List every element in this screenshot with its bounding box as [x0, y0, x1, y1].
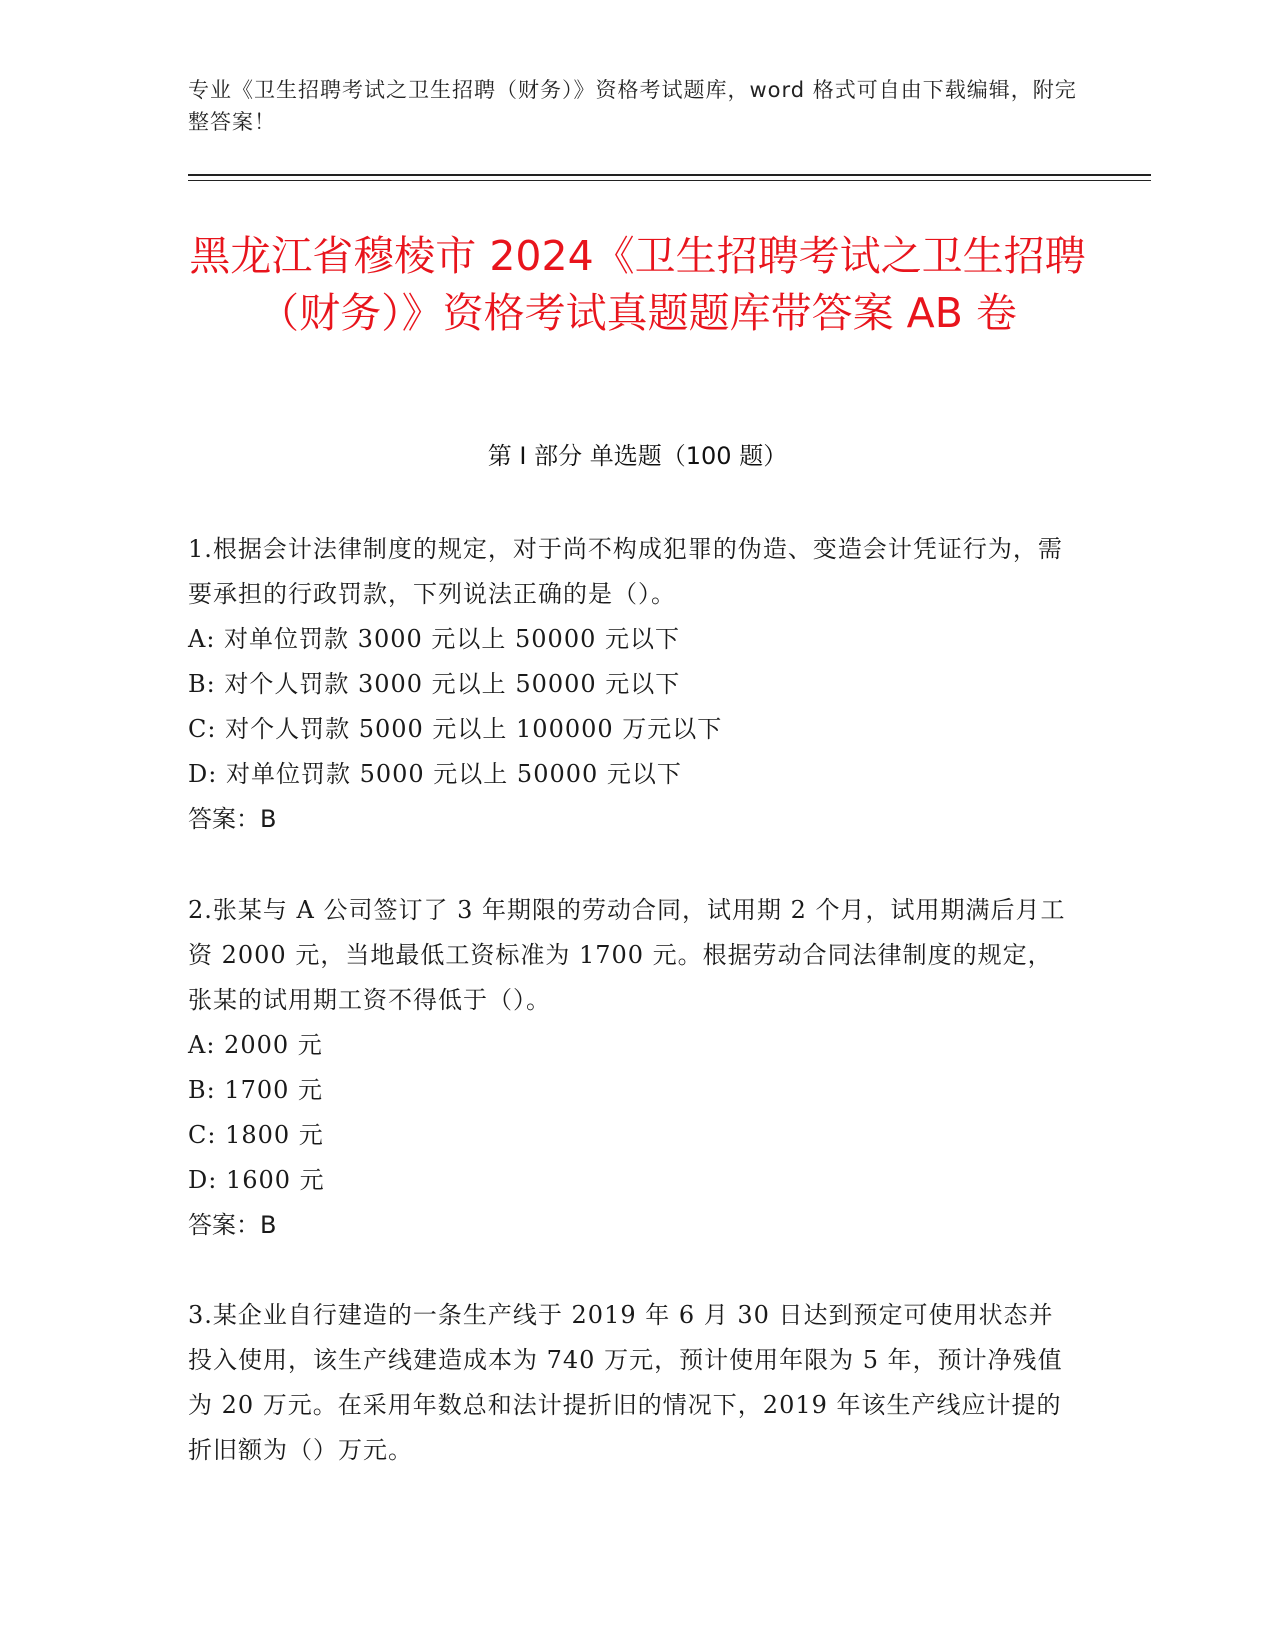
- question-stem: 2.张某与 A 公司签订了 3 年期限的劳动合同，试用期 2 个月，试用期满后月工资 2000 元，当地最低工资标准为 1700 元。根据劳动合同法律制度的规定，张某的试用期工资不得低于（）。: [188, 896, 1066, 1014]
- option-a: A: 2000 元: [188, 1031, 323, 1059]
- header-note: 专业《卫生招聘考试之卫生招聘（财务）》资格考试题库，word 格式可自由下载编辑，附完整答案！: [188, 78, 1077, 134]
- header-divider-thick: [188, 174, 1151, 176]
- question-2: [188, 888, 1068, 1248]
- question-1: [188, 527, 1068, 842]
- option-b: B: 对个人罚款 3000 元以上 50000 元以下: [188, 670, 681, 698]
- header-divider-thin: [188, 180, 1151, 181]
- document-title: 黑龙江省穆棱市 2024《卫生招聘考试之卫生招聘（财务）》资格考试真题题库带答案 AB 卷: [189, 232, 1086, 337]
- question-stem: 3.某企业自行建造的一条生产线于 2019 年 6 月 30 日达到预定可使用状态并投入使用，该生产线建造成本为 740 万元，预计使用年限为 5 年，预计净残值为 20 万元。在采用年数总和法计提折旧的情况下，2019 年该生产线应计提的折旧额为（）万元。: [188, 1301, 1063, 1464]
- option-c: C: 对个人罚款 5000 元以上 100000 万元以下: [188, 715, 723, 743]
- section-heading: 第 I 部分 单选题（100 题）: [487, 442, 788, 470]
- answer: 答案：B: [188, 805, 277, 833]
- option-a: A: 对单位罚款 3000 元以上 50000 元以下: [188, 625, 680, 653]
- option-d: D: 对单位罚款 5000 元以上 50000 元以下: [188, 760, 682, 788]
- option-d: D: 1600 元: [188, 1166, 325, 1194]
- question-3: [188, 1293, 1068, 1473]
- question-stem: 1.根据会计法律制度的规定，对于尚不构成犯罪的伪造、变造会计凭证行为，需要承担的行政罚款，下列说法正确的是（）。: [188, 535, 1063, 608]
- option-c: C: 1800 元: [188, 1121, 324, 1149]
- answer: 答案：B: [188, 1211, 277, 1239]
- option-b: B: 1700 元: [188, 1076, 324, 1104]
